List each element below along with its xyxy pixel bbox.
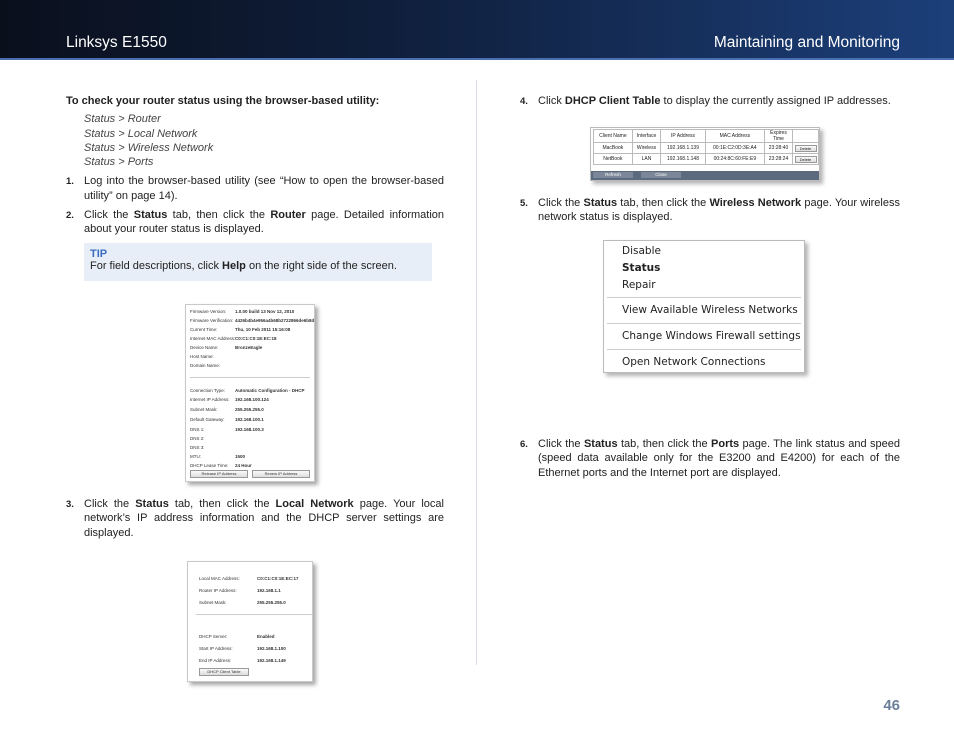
menu-separator	[607, 349, 801, 350]
menu-item-view-wireless-networks[interactable]: View Available Wireless Networks	[622, 304, 798, 316]
refresh-button[interactable]: Refresh	[593, 172, 633, 178]
step-text: Click the Status tab, then click the Ports page. The link status and speed (speed data available only for the E3200 and E4200) for each of the Ethernet ports and the Internet port are displayed.	[538, 438, 901, 479]
page-header	[0, 0, 954, 58]
menu-separator	[607, 297, 801, 298]
menu-item-status[interactable]: Status	[622, 262, 661, 274]
header-rule	[0, 58, 954, 60]
step-2	[66, 208, 444, 237]
path-item: Status > Wireless Network	[84, 141, 214, 154]
step-number: 2.	[66, 210, 74, 222]
step-number: 5.	[520, 198, 528, 209]
step-6	[520, 437, 900, 480]
menu-item-disable[interactable]: Disable	[622, 245, 661, 257]
step-number: 1.	[66, 176, 74, 188]
step-4	[520, 94, 900, 109]
table-footer	[591, 171, 819, 180]
step-text: Click the Status tab, then click the Wireless Network page. Your wireless network status is displayed.	[538, 197, 900, 224]
step-text: Click the Status tab, then click the Local Network page. Your local network’s IP address information and the DHCP server settings are displayed.	[84, 498, 444, 539]
step-5-block	[520, 196, 900, 225]
step-number: 3.	[66, 499, 74, 510]
step-3	[66, 497, 444, 540]
page-number: 46	[883, 697, 900, 714]
local-network-screenshot: Local MAC Address: C0:C1:C0:1E:EC:17 Router IP Address: 192.168.1.1 Subnet Mask: 255.255.255.0 DHCP Server: Enabled Start IP Address: 192.168.1.100 End IP Address: 192.168.1.149 DHCP Client Table	[187, 561, 313, 682]
menu-item-open-network-connections[interactable]: Open Network Connections	[622, 356, 766, 368]
step-6-block	[520, 437, 900, 480]
step-1	[66, 174, 444, 203]
menu-separator	[607, 323, 801, 324]
step-number: 6.	[520, 439, 528, 450]
tip-label: TIP	[90, 248, 108, 260]
column-header: Interface	[632, 130, 661, 143]
router-status-screenshot: Firmware Version: 1.0.00 build 13 Nov 12, 2010 Firmware Verification: 4426b4b4e956a4b68b2722866de6b8d Current Time: Thu, 10 Feb 2011 15:16:08 Internet MAC Address: C0:C1:C0:1E:EC:18 Device Name: BronzeEagle Host Name: Domain Name: Connection Type: Automatic Configuration - DHCP Internet IP Address: 192.168.100.124 Subnet Mask: 255.255.255.0 Default Gateway: 192.168.100.1 DNS 1: 192.168.100.3 DNS 2: DNS 3: MTU: 1500 DHCP Lease Time: 24 Hour Release IP Address Renew IP Address	[185, 304, 315, 482]
delete-button[interactable]: Delete	[795, 145, 817, 152]
column-header: Expires Time	[765, 130, 793, 143]
product-name: Linksys E1550	[66, 34, 167, 51]
renew-ip-button[interactable]: Renew IP Address	[252, 470, 310, 478]
dhcp-client-table-screenshot	[590, 127, 820, 181]
tip-box	[84, 243, 432, 281]
tip-text: For field descriptions, click Help on the right side of the screen.	[90, 260, 397, 272]
step-4-block	[520, 94, 900, 109]
procedure-heading: To check your router status using the browser-based utility:	[66, 95, 380, 107]
menu-item-repair[interactable]: Repair	[622, 279, 656, 291]
status-paths	[66, 112, 444, 169]
step-text: Click the Status tab, then click the Router page. Detailed information about your router status is displayed.	[84, 209, 444, 236]
section-title: Maintaining and Monitoring	[713, 34, 900, 51]
step-number: 4.	[520, 96, 528, 107]
close-button[interactable]: Close	[641, 172, 681, 178]
table-header-row	[594, 130, 819, 143]
dhcp-client-table	[593, 129, 819, 165]
path-item: Status > Router	[84, 113, 161, 126]
column-header: IP Address	[661, 130, 705, 143]
step-text: Log into the browser-based utility (see “How to open the browser-based utility” on page 14).	[84, 175, 444, 202]
table-row: MacBook Wireless 192.168.1.139 00:1E:C2:0D:3E:A4 23:28:40 Delete	[594, 143, 819, 154]
step-5	[520, 196, 900, 225]
column-header: MAC Address	[705, 130, 764, 143]
release-ip-button[interactable]: Release IP Address	[190, 470, 248, 478]
column-divider	[476, 80, 477, 665]
menu-item-change-firewall[interactable]: Change Windows Firewall settings	[622, 330, 801, 342]
network-context-menu	[603, 240, 805, 373]
path-item: Status > Ports	[84, 156, 154, 169]
table-row: NetBook LAN 192.168.1.148 00:24:8C:60:FE:E9 23:28:24 Delete	[594, 154, 819, 165]
step-text: Click DHCP Client Table to display the currently assigned IP addresses.	[538, 95, 891, 107]
dhcp-client-table-button[interactable]: DHCP Client Table	[199, 668, 249, 676]
column-header: Client Name	[594, 130, 633, 143]
path-item: Status > Local Network	[84, 127, 198, 140]
left-column	[66, 94, 444, 237]
left-column-lower	[66, 497, 444, 540]
delete-button[interactable]: Delete	[795, 156, 817, 163]
column-header	[793, 130, 819, 143]
